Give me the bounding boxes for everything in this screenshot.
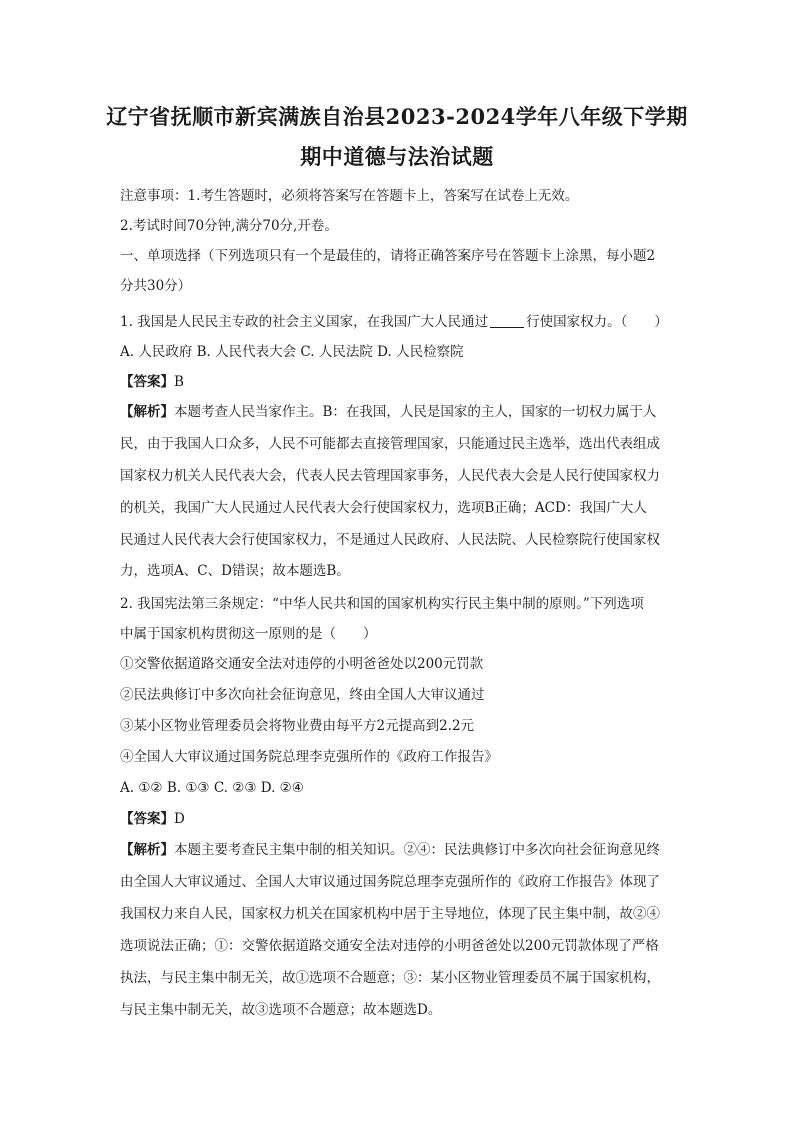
section-heading-line-2: 分共30分） xyxy=(120,278,192,294)
section-heading-line-1: 一、单项选择（下列选项只有一个是最佳的，请将正确答案序号在答题卡上涂黑，每小题2 xyxy=(120,248,656,264)
q2-item-3: ③某小区物业管理委员会将物业费由每平方2元提高到2.2元 xyxy=(120,718,475,734)
q2-item-1: ①交警依据道路交通安全法对违停的小明爸爸处以200元罚款 xyxy=(120,656,484,672)
q1-analysis-line-4: 的机关，我国广大人民通过人民代表大会行使国家权力，选项B正确；ACD：我国广大人 xyxy=(120,500,647,516)
q2-answer-value: D xyxy=(174,811,185,827)
q2-answer-label: 【答案】 xyxy=(120,811,174,827)
q2-item-4: ④全国人大审议通过国务院总理李克强所作的《政府工作报告》 xyxy=(120,749,498,765)
q2-answer xyxy=(120,809,680,829)
q1-stem-after: 行使国家权力。（ ） xyxy=(526,314,668,330)
q1-analysis-line-2: 民，由于我国人口众多，人民不可能都去直接管理国家，只能通过民主选举，选出代表组成 xyxy=(120,436,660,452)
q1-options: A. 人民政府 B. 人民代表大会 C. 人民法院 D. 人民检察院 xyxy=(120,344,464,360)
q1-analysis-line-6: 力，选项A、C、D错误；故本题选B。 xyxy=(120,563,350,579)
q1-analysis-label: 【解析】 xyxy=(120,404,174,420)
title-line-2: 期中道德与法治试题 xyxy=(300,144,494,169)
q1-analysis-text: 本题考查人民当家作主。B：在我国，人民是国家的主人，国家的一切权力属于人 xyxy=(174,404,657,420)
q2-analysis-line-5: 执法，与民主集中制无关，故①选项不合题意；③：某小区物业管理委员不属于国家机构， xyxy=(120,970,660,986)
q2-item-2: ②民法典修订中多次向社会征询意见，终由全国人大审议通过 xyxy=(120,687,485,703)
q1-analysis-line-5: 民通过人民代表大会行使国家权力，不是通过人民政府、人民法院、人民检察院行使国家权 xyxy=(120,532,660,548)
notes-line-2: 2.考试时间70分钟,满分70分,开卷。 xyxy=(120,218,338,234)
q1-fill-blank xyxy=(490,313,524,328)
q2-analysis-line-2: 由全国人大审议通过、全国人大审议通过国务院总理李克强所作的《政府工作报告》体现了 xyxy=(120,874,660,890)
q1-answer-label: 【答案】 xyxy=(120,374,174,390)
q1-answer xyxy=(120,372,680,392)
q2-analysis-line-3: 我国权力来自人民，国家权力机关在国家机构中居于主导地位，体现了民主集中制，故②④ xyxy=(120,906,660,922)
notes-line-1: 注意事项：1.考生答题时，必须将答案写在答题卡上，答案写在试卷上无效。 xyxy=(120,188,579,204)
q2-stem-line-1: 2. 我国宪法第三条规定：“中华人民共和国的国家机构实行民主集中制的原则。”下列选项 xyxy=(120,596,644,612)
q2-analysis-line-4: 选项说法正确；①：交警依据道路交通安全法对违停的小明爸爸处以200元罚款体现了严格 xyxy=(120,938,659,954)
q2-stem-line-2: 中属于国家机构贯彻这一原则的是（ ） xyxy=(120,626,377,642)
q1-analysis-line-3: 国家权力机关人民代表大会，代表人民去管理国家事务，人民代表大会是人民行使国家权力 xyxy=(120,468,660,484)
q1-stem xyxy=(120,312,680,332)
q1-analysis-line-1 xyxy=(120,402,680,422)
q2-analysis-label: 【解析】 xyxy=(120,842,174,858)
q1-answer-value: B xyxy=(174,374,184,390)
title-line-1: 辽宁省抚顺市新宾满族自治县2023-2024学年八年级下学期 xyxy=(106,104,688,129)
q2-analysis-line-6: 与民主集中制无关，故③选项不合题意；故本题选D。 xyxy=(120,1002,442,1018)
q1-stem-before: 1. 我国是人民民主专政的社会主义国家，在我国广大人民通过 xyxy=(120,314,489,330)
q2-options: A. ①② B. ①③ C. ②③ D. ②④ xyxy=(120,780,304,796)
q2-analysis-text: 本题主要考查民主集中制的相关知识。②④：民法典修订中多次向社会征询意见终 xyxy=(174,842,660,858)
q2-analysis-line-1 xyxy=(120,840,680,860)
